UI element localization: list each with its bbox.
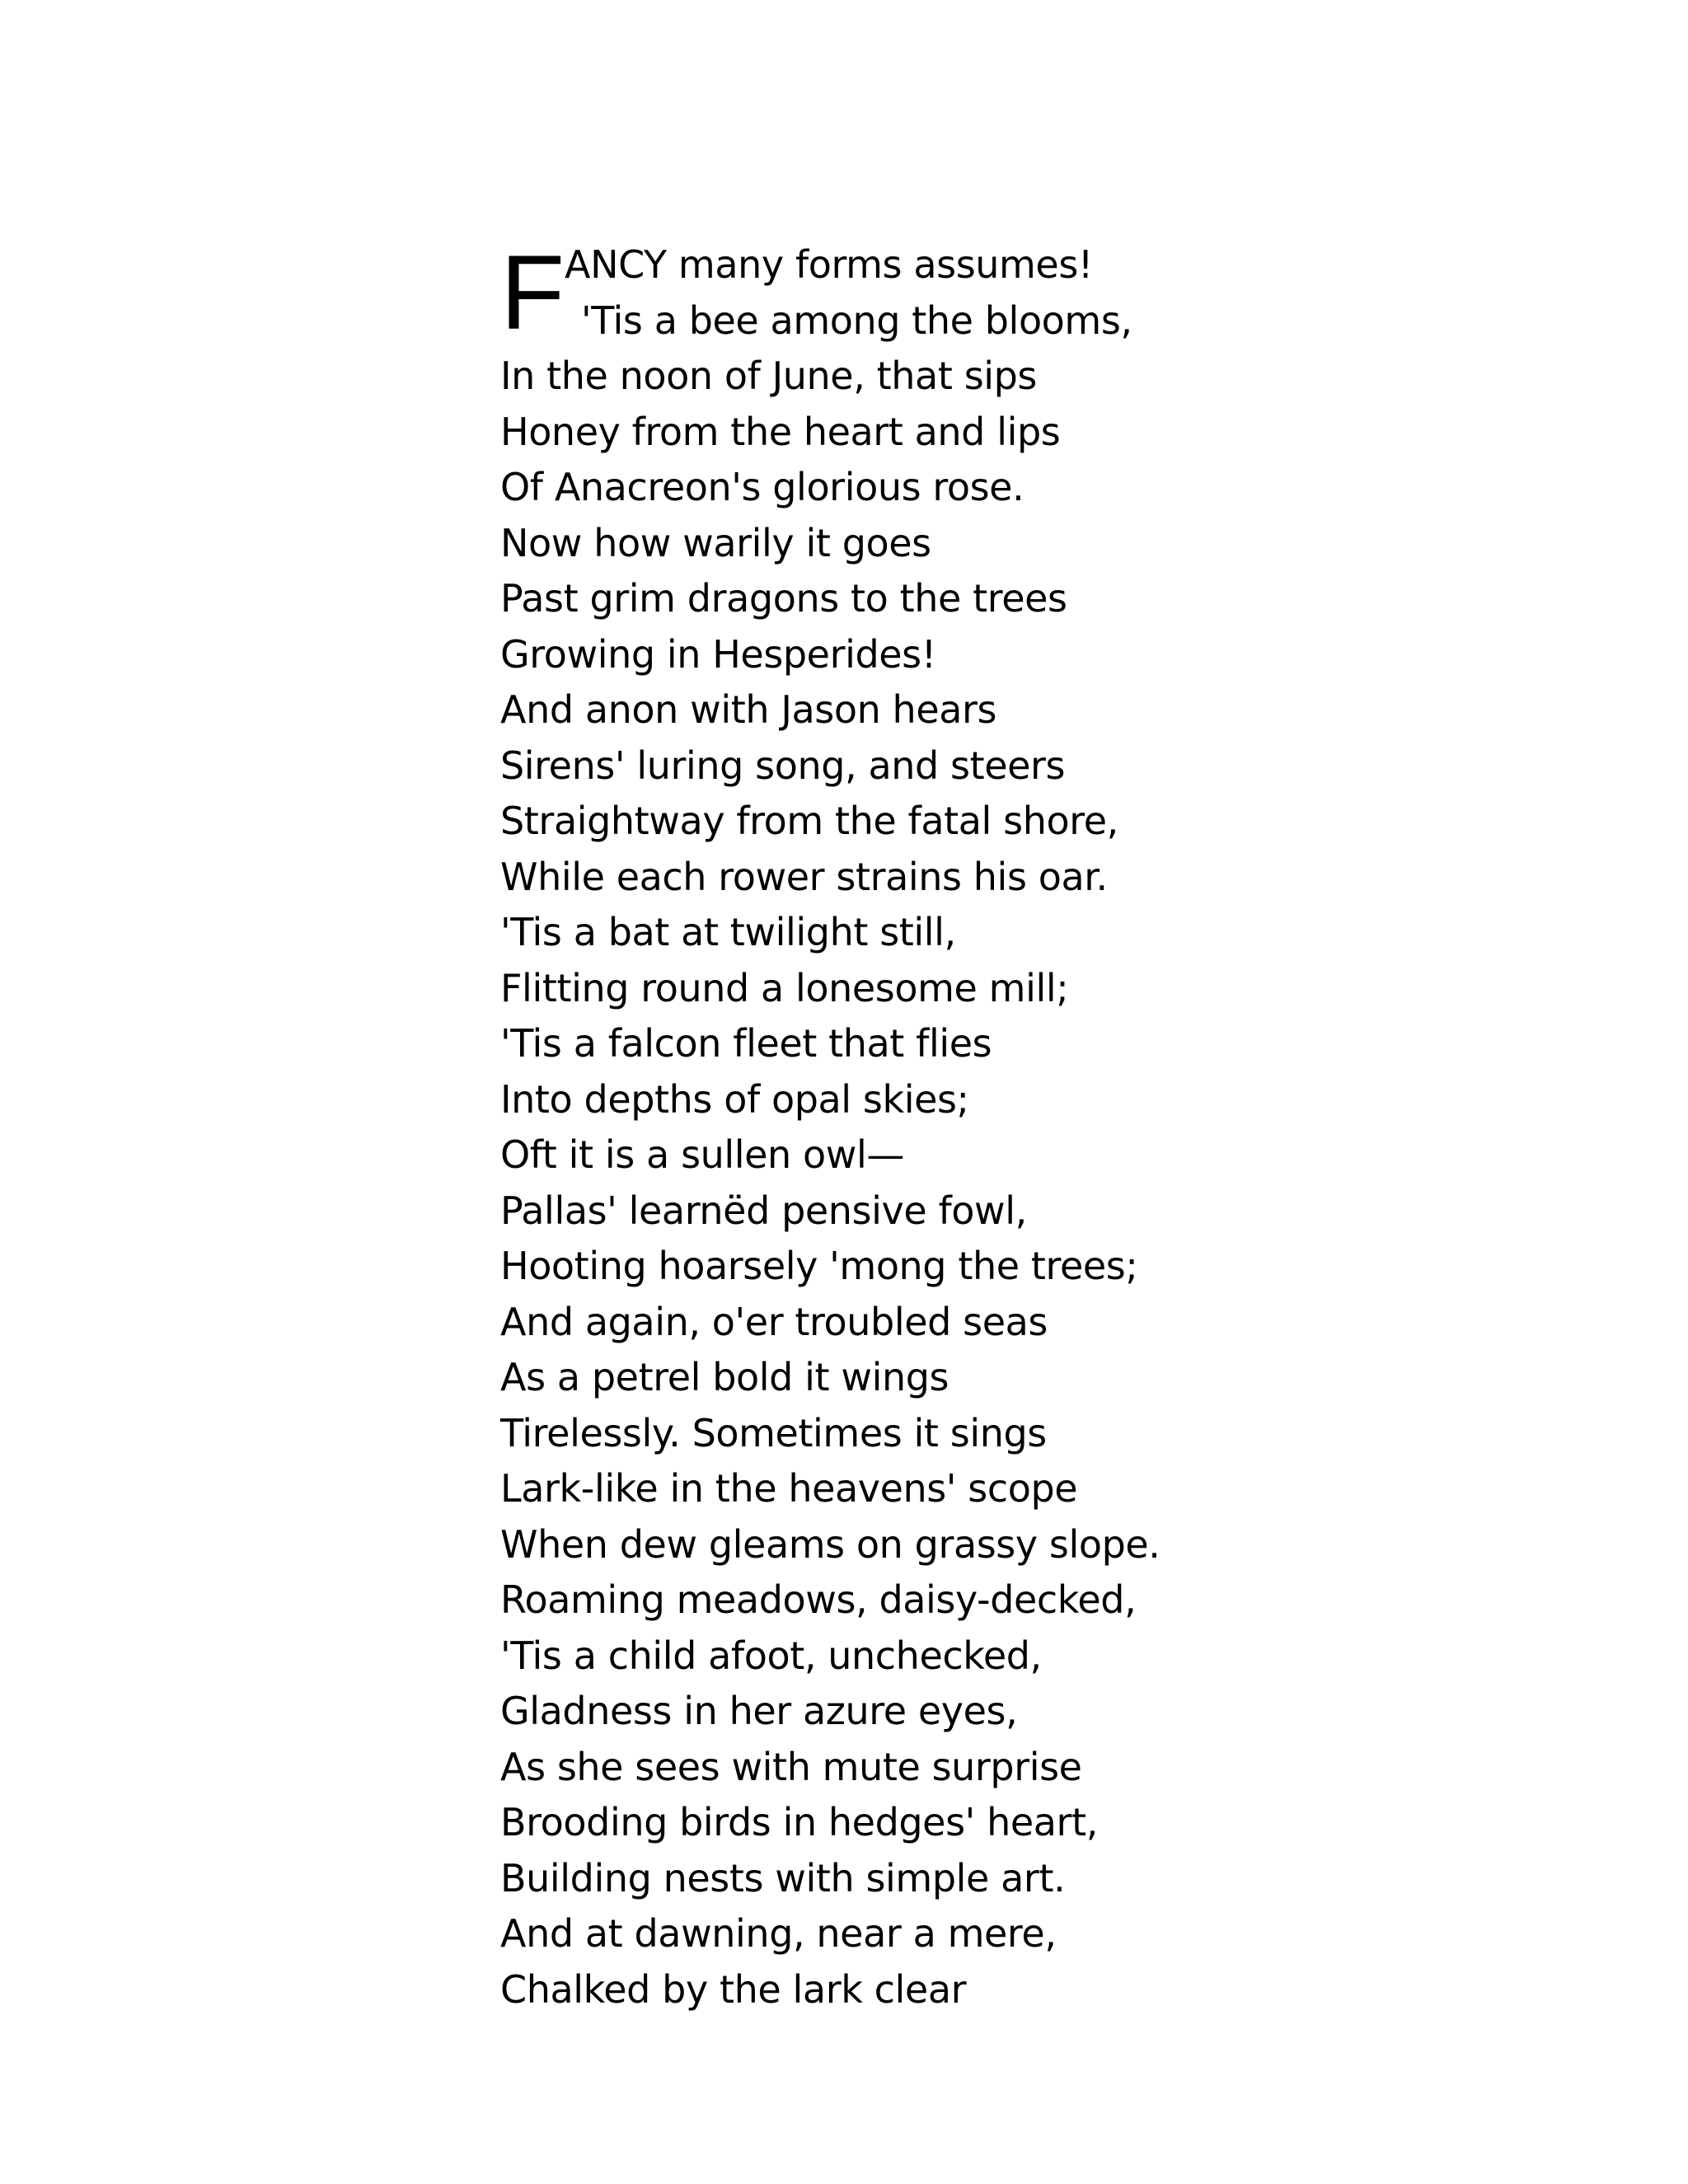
drop-cap-letter: F <box>500 234 565 352</box>
poem-line: Past grim dragons to the trees <box>500 576 1067 621</box>
poem-line: Growing in Hesperides! <box>500 631 936 677</box>
poem-line: Honey from the heart and lips <box>500 409 1061 454</box>
poem-line: 'Tis a falcon fleet that flies <box>500 1021 992 1066</box>
poem-line: Tirelessly. Sometimes it sings <box>500 1410 1047 1455</box>
poem-line: Sirens' luring song, and steers <box>500 743 1066 788</box>
poem-line: Flitting round a lonesome mill; <box>500 965 1069 1010</box>
poem-line: 'Tis a child afoot, unchecked, <box>500 1633 1042 1678</box>
poem-line: And anon with Jason hears <box>500 687 997 732</box>
poem-line-1: ANCY many forms assumes! <box>565 242 1093 287</box>
poem-line: Building nests with simple art. <box>500 1855 1066 1900</box>
poem-opening <box>500 234 1325 352</box>
poem-line: Roaming meadows, daisy-decked, <box>500 1577 1137 1622</box>
poem-line: Into depths of opal skies; <box>500 1076 969 1122</box>
poem-line: In the noon of June, that sips <box>500 354 1038 398</box>
poem-line: And again, o'er troubled seas <box>500 1299 1048 1344</box>
poem-line: 'Tis a bat at twilight still, <box>500 910 956 954</box>
poem-text <box>500 234 1325 2012</box>
poem-line: Gladness in her azure eyes, <box>500 1689 1018 1733</box>
poem-line: Now how warily it goes <box>500 520 931 565</box>
poem-line: As she sees with mute surprise <box>500 1744 1082 1789</box>
poem-line: When dew gleams on grassy slope. <box>500 1521 1160 1567</box>
poem-line: Hooting hoarsely 'mong the trees; <box>500 1244 1138 1288</box>
poem-body <box>500 349 1325 2018</box>
poem-line: Lark-like in the heavens' scope <box>500 1466 1078 1511</box>
poem-line: And at dawning, near a mere, <box>500 1911 1057 1956</box>
poem-line: Straightway from the fatal shore, <box>500 799 1118 843</box>
poem-line: As a petrel bold it wings <box>500 1355 950 1399</box>
poem-line: While each rower strains his oar. <box>500 854 1108 899</box>
poem-line: Oft it is a sullen owl— <box>500 1132 904 1177</box>
poem-line-partial: Chalked by the lark clear <box>500 1966 967 2012</box>
poem-line: Brooding birds in hedges' heart, <box>500 1800 1098 1844</box>
poem-line: Of Anacreon's glorious rose. <box>500 465 1025 509</box>
poem-line-2: 'Tis a bee among the blooms, <box>581 298 1132 343</box>
poem-line: Pallas' learnëd pensive fowl, <box>500 1188 1027 1233</box>
